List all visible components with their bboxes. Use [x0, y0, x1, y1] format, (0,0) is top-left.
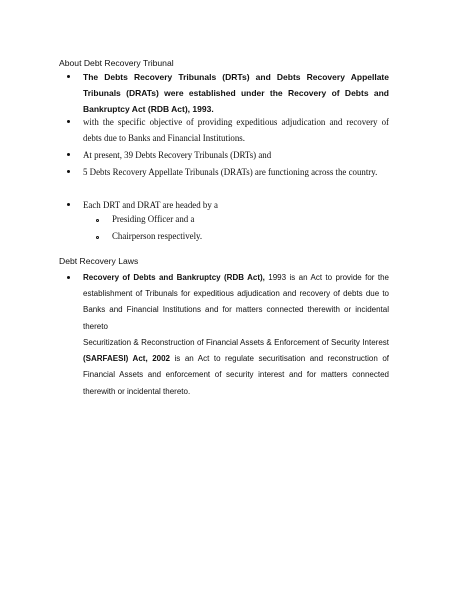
- bullet-icon: [67, 203, 70, 206]
- list-item: [83, 270, 389, 335]
- act-description: 1993 is an Act to provide for the establishment of Tribunals for expeditious adjudication and recovery of debts due to Banks and Financial Institutions and for matters connected therewith or incidental thereto: [83, 273, 389, 331]
- list-item: Each DRT and DRAT are headed by a: [83, 200, 218, 210]
- sub-list-item: Chairperson respectively.: [112, 231, 203, 241]
- act-lead: Securitization & Reconstruction of Financial Assets & Enforcement of Security Interest: [83, 338, 389, 347]
- circle-bullet-icon: [96, 236, 99, 239]
- section-heading-debt-recovery-laws: Debt Recovery Laws: [59, 256, 139, 266]
- bullet-icon: [67, 120, 70, 123]
- act-description: is an Act to regulate securitisation and reconstruction of Financial Assets and enforcement of security interest and for matters connected therewith or incidental thereto.: [83, 354, 389, 396]
- sub-list-item: Presiding Officer and a: [112, 214, 195, 224]
- section-heading-about-drt: About Debt Recovery Tribunal: [59, 58, 174, 68]
- act-name: (SARFAESI) Act, 2002: [83, 354, 170, 364]
- act-name: Recovery of Debts and Bankruptcy (RDB Act),: [83, 273, 265, 282]
- circle-bullet-icon: [96, 219, 99, 222]
- bullet-icon: [67, 276, 70, 279]
- list-item: with the specific objective of providing expeditious adjudication and recovery of debts due to Banks and Financial Institutions.: [83, 117, 389, 143]
- list-item: The Debts Recovery Tribunals (DRTs) and Debts Recovery Appellate Tribunals (DRATs) were established under the Recovery of Debts and Bankruptcy Act (RDB Act), 1993.: [83, 72, 389, 114]
- list-item: 5 Debts Recovery Appellate Tribunals (DRATs) are functioning across the country.: [83, 167, 378, 177]
- list-item: At present, 39 Debts Recovery Tribunals (DRTs) and: [83, 150, 272, 160]
- bullet-icon: [67, 170, 70, 173]
- bullet-icon: [67, 75, 70, 78]
- list-item: [83, 335, 389, 400]
- bullet-icon: [67, 153, 70, 156]
